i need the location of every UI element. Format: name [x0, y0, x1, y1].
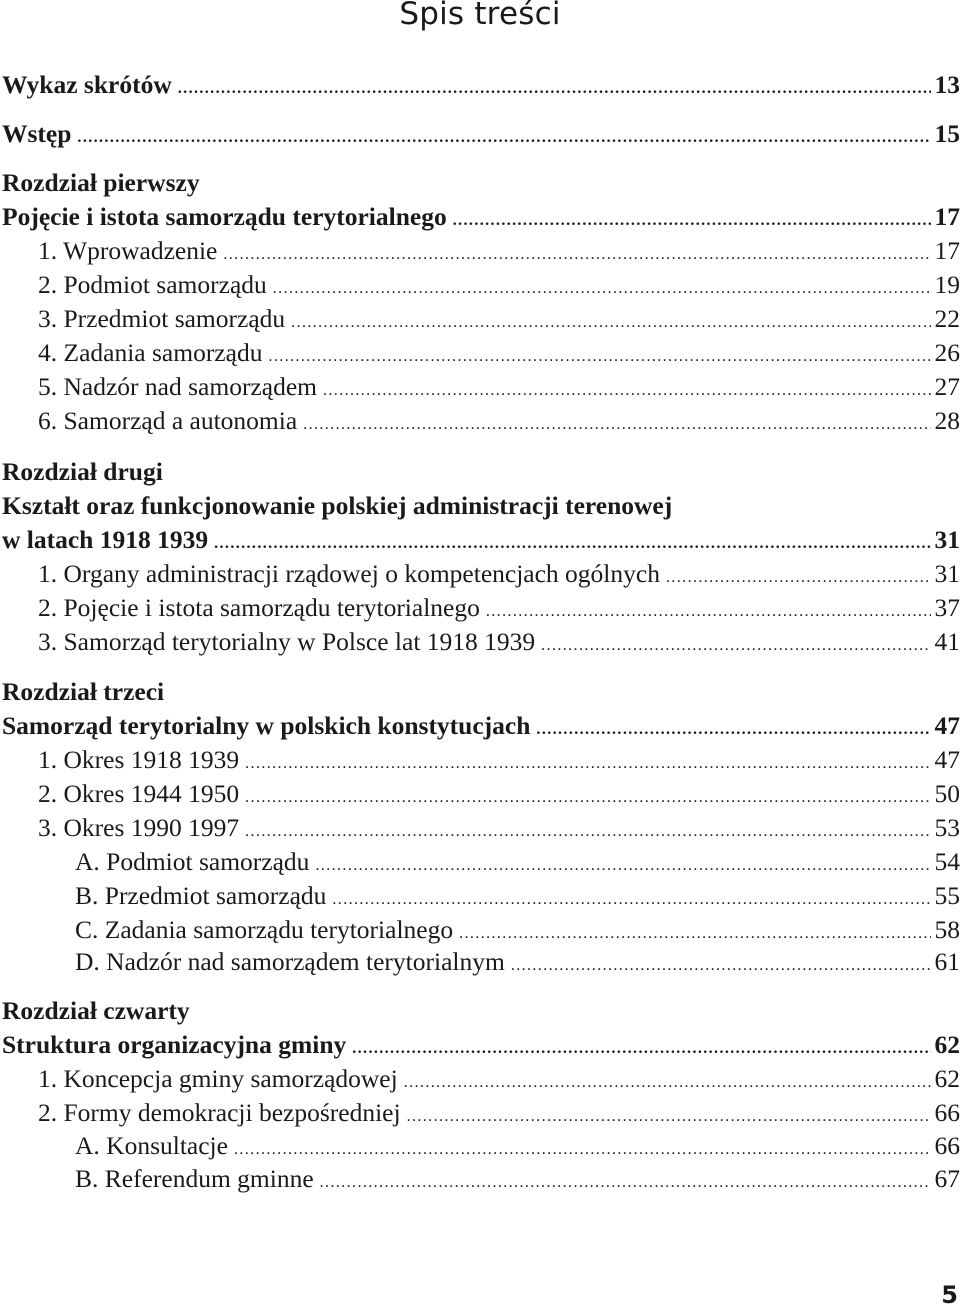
toc-page-number: 41	[934, 627, 960, 656]
toc-entry-text: 5. Nadzór nad samorządem	[38, 372, 317, 401]
toc-chapter-title[interactable]	[0, 709, 960, 743]
toc-page-number: 17	[934, 236, 960, 265]
toc-entry-text: 6. Samorząd a autonomia	[38, 406, 298, 435]
chapter-label: Rozdział pierwszy	[2, 168, 200, 197]
leader-dots	[511, 961, 931, 971]
leader-dots	[223, 250, 930, 260]
toc-page-number: 22	[934, 304, 960, 333]
toc-page-number: 66	[934, 1098, 960, 1127]
toc-entry[interactable]	[0, 625, 960, 659]
toc-entry-text: Struktura organizacyjna gminy	[2, 1030, 347, 1059]
leader-dots	[273, 284, 931, 294]
toc-page-number: 55	[934, 881, 960, 910]
toc-entry-introduction[interactable]	[0, 117, 960, 151]
toc-entry-text: B. Referendum gminne	[75, 1164, 314, 1193]
toc-page-number: 66	[934, 1131, 960, 1160]
toc-subentry[interactable]	[0, 945, 960, 979]
toc-entry-text: D. Nadzór nad samorządem terytorialnym	[75, 947, 505, 976]
toc-page-number: 62	[934, 1064, 960, 1093]
toc-entry-text: Samorząd terytorialny w polskich konstytucjach	[2, 711, 531, 740]
toc-entry[interactable]	[0, 234, 960, 268]
toc-entry-text: Wstęp	[2, 119, 72, 148]
toc-page-number: 37	[934, 593, 960, 622]
toc-page-number: 62	[934, 1030, 960, 1059]
leader-dots	[541, 641, 930, 651]
chapter-label: Rozdział trzeci	[2, 677, 165, 706]
toc-page-number: 58	[934, 915, 960, 944]
toc-subentry[interactable]	[0, 879, 960, 913]
page-title: Spis treści	[399, 0, 561, 32]
toc-page-number: 31	[934, 525, 960, 554]
toc-entry[interactable]	[0, 777, 960, 811]
leader-dots	[77, 133, 930, 143]
leader-dots	[666, 573, 931, 583]
toc-page-number: 15	[934, 119, 960, 148]
leader-dots	[214, 539, 930, 549]
leader-dots	[303, 420, 930, 430]
toc-entry-text: 2. Pojęcie i istota samorządu terytorialnego	[38, 593, 480, 622]
toc-entry-text: 2. Formy demokracji bezpośredniej	[38, 1098, 401, 1127]
leader-dots	[245, 827, 930, 837]
toc-page-number: 54	[934, 847, 960, 876]
leader-dots	[315, 861, 930, 871]
leader-dots	[453, 216, 931, 226]
leader-dots	[320, 1178, 931, 1188]
leader-dots	[352, 1044, 930, 1054]
leader-dots	[332, 895, 930, 905]
toc-chapter-title[interactable]	[0, 523, 960, 557]
toc-subentry[interactable]	[0, 845, 960, 879]
toc-entry-text: 2. Okres 1944 1950	[38, 779, 240, 808]
leader-dots	[459, 929, 930, 939]
leader-dots	[245, 759, 930, 769]
toc-entry-text: 2. Podmiot samorządu	[38, 270, 267, 299]
toc-page-number: 53	[934, 813, 960, 842]
toc-entry[interactable]	[0, 268, 960, 302]
toc-page-number: 47	[934, 711, 960, 740]
toc-subentry[interactable]	[0, 1129, 960, 1163]
toc-page-number: 50	[934, 779, 960, 808]
toc-entry[interactable]	[0, 404, 960, 438]
toc-entry-text: 3. Przedmiot samorządu	[38, 304, 286, 333]
leader-dots	[291, 318, 930, 328]
toc-page-number: 28	[934, 406, 960, 435]
toc-entry-text: 1. Organy administracji rządowej o kompetencjach ogólnych	[38, 559, 660, 588]
toc-entry[interactable]	[0, 811, 960, 845]
toc-chapter-title[interactable]	[0, 1028, 960, 1062]
leader-dots	[178, 84, 931, 94]
leader-dots	[486, 607, 931, 617]
toc-page-number: 26	[934, 338, 960, 367]
toc-entry[interactable]	[0, 591, 960, 625]
toc-chapter-title[interactable]	[0, 200, 960, 234]
toc-entry-text: A. Podmiot samorządu	[75, 847, 310, 876]
toc-entry[interactable]	[0, 743, 960, 777]
toc-entry-text: w latach 1918 1939	[2, 525, 209, 554]
toc-entry-text: Wykaz skrótów	[2, 70, 172, 99]
leader-dots	[245, 793, 930, 803]
toc-entry-text: 4. Zadania samorządu	[38, 338, 263, 367]
page-number: 5	[941, 1281, 958, 1309]
toc-entry-text: 1. Okres 1918 1939	[38, 745, 240, 774]
chapter-label: Rozdział czwarty	[2, 996, 190, 1025]
toc-entry[interactable]	[0, 557, 960, 591]
toc-page-number: 13	[934, 70, 960, 99]
toc-page-number: 47	[934, 745, 960, 774]
toc-page-number: 67	[934, 1164, 960, 1193]
toc-entry-text: 1. Wprowadzenie	[38, 236, 218, 265]
toc-page-number: 61	[934, 947, 960, 976]
toc-entry-text: Pojęcie i istota samorządu terytorialnego	[2, 202, 447, 231]
chapter-label: Rozdział drugi	[2, 457, 163, 486]
toc-entry[interactable]	[0, 370, 960, 404]
toc-entry-text: 3. Okres 1990 1997	[38, 813, 240, 842]
toc-entry-text: 3. Samorząd terytorialny w Polsce lat 1918 1939	[38, 627, 536, 656]
toc-entry[interactable]	[0, 1096, 960, 1130]
toc-entry-text: 1. Koncepcja gminy samorządowej	[38, 1064, 398, 1093]
leader-dots	[536, 725, 930, 735]
toc-page-number: 31	[934, 559, 960, 588]
toc-subentry[interactable]	[0, 913, 960, 947]
toc-entry-text: A. Konsultacje	[75, 1131, 228, 1160]
leader-dots	[234, 1145, 931, 1155]
toc-page-number: 27	[934, 372, 960, 401]
leader-dots	[323, 386, 931, 396]
leader-dots	[268, 352, 930, 362]
toc-entry[interactable]	[0, 302, 960, 336]
toc-page-number: 19	[934, 270, 960, 299]
toc-chapter-title-line: Kształt oraz funkcjonowanie polskiej administracji terenowej	[2, 491, 673, 520]
toc-subentry[interactable]	[0, 1162, 960, 1196]
toc-entry[interactable]	[0, 1062, 960, 1096]
toc-entry-text: B. Przedmiot samorządu	[75, 881, 327, 910]
toc-entry-text: C. Zadania samorządu terytorialnego	[75, 915, 454, 944]
leader-dots	[404, 1078, 931, 1088]
toc-entry[interactable]	[0, 336, 960, 370]
toc-entry-abbreviations[interactable]	[0, 68, 960, 102]
toc-page-number: 17	[934, 202, 960, 231]
leader-dots	[407, 1112, 931, 1122]
